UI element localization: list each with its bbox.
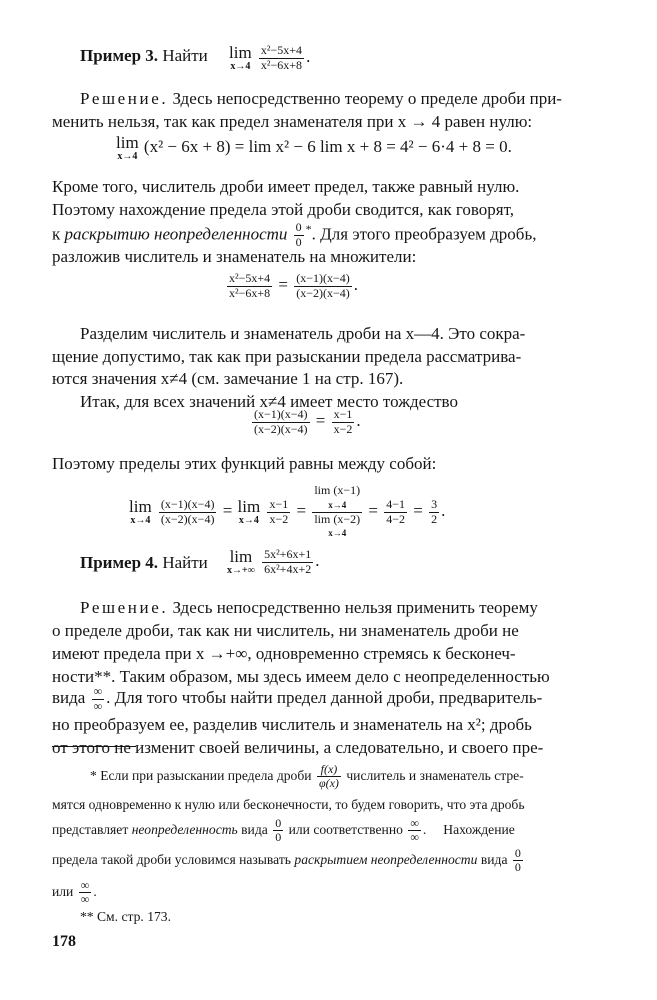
fraction-numerator: 4−1 <box>386 496 405 511</box>
zero-over-zero <box>273 817 283 846</box>
period: . <box>93 884 97 899</box>
fraction-numerator: 0 <box>275 815 282 830</box>
fraction-denominator: 2 <box>431 511 438 526</box>
fraction-denominator: ∞ <box>80 892 90 907</box>
italic-term: раскрытию неопределенности <box>64 224 288 244</box>
text: Нахождение <box>443 822 515 837</box>
italic-term: раскрытием неопределенности <box>294 852 478 867</box>
lim-word: lim <box>229 43 252 63</box>
text: или <box>52 884 74 899</box>
zero-over-zero <box>513 847 523 876</box>
paragraph-line: щение допустимо, так как при разыскании предела рассматрива- <box>52 347 522 366</box>
equation-1-body: (x² − 6x + 8) = lim x² − 6 lim x + 8 = 4² − 6·4 + 8 = 0. <box>143 137 512 157</box>
fraction-denominator: x²−6x+8 <box>260 57 303 72</box>
solution-4-line-1 <box>80 596 538 620</box>
lim-word: lim <box>129 496 152 516</box>
footnote-line-5 <box>52 874 97 910</box>
paragraph-line: Поэтому пределы этих функций равны между собой: <box>52 454 437 473</box>
equation-3: $\frac{(x-1)(x-4)}{(x-2)(x-4)}$ = $\frac{x-1}{x-2}$ . <box>254 407 361 436</box>
fraction-denominator: (x−2)(x−4) <box>160 511 215 526</box>
fraction-denominator: x²−6x+8 <box>229 285 271 300</box>
limit-ratio <box>312 484 362 540</box>
solution-lead: Решение. <box>80 598 169 617</box>
paragraph-line: Поэтому нахождение предела этой дроби сводится, как говорят, <box>52 200 515 219</box>
footnote-line-6: ** См. стр. 173. <box>80 909 171 924</box>
footnote-line-2: мятся одновременно к нулю или бесконечности, то будем говорить, что эта дробь <box>52 797 525 812</box>
text: * Если при разыскании предела дроби <box>90 768 312 783</box>
example-4-task: Найти <box>162 553 208 572</box>
inf-over-inf <box>79 879 92 908</box>
solution-text: Здесь непосредственно нельзя применить теорему <box>172 598 538 617</box>
footnote-mark: * <box>305 222 312 236</box>
example-4-expression <box>226 548 319 577</box>
fraction-numerator: x−1 <box>269 496 289 511</box>
example-3-expression <box>228 44 310 73</box>
fraction-numerator: ∞ <box>410 815 419 830</box>
footnote-line-4 <box>52 842 525 878</box>
fraction-numerator: 5x²+6x+1 <box>264 547 312 561</box>
paragraph-line: Кроме того, числитель дроби имеет предел, также равный нулю. <box>52 177 520 196</box>
fraction-denominator: 6x²+4x+2 <box>264 561 312 576</box>
lim-subscript: x→4 <box>230 60 251 72</box>
fraction-denominator: (x−2)(x−4) <box>296 285 350 300</box>
lim-subscript: x→4 <box>117 150 138 162</box>
fraction-denominator <box>312 513 362 541</box>
paragraph-line: от этого не изменит своей величины, а следовательно, и своего пре- <box>52 738 544 757</box>
paragraph-line: Разделим числитель и знаменатель дроби на x—4. Это сокра- <box>80 324 526 343</box>
fraction-numerator: 0 <box>514 845 521 860</box>
text: числитель и знаменатель стре- <box>346 768 524 783</box>
text: предела такой дроби условимся называть <box>52 852 291 867</box>
paragraph-line: но преобразуем ее, разделив числитель и знаменатель на x²; дробь <box>52 715 532 734</box>
fraction-numerator: 0 <box>295 220 302 235</box>
fraction-denominator: (x−2)(x−4) <box>254 421 308 436</box>
lim-subscript: x→4 <box>328 499 347 510</box>
fraction-numerator <box>312 484 362 513</box>
period: . <box>315 551 320 571</box>
word: вида <box>52 688 86 707</box>
fraction-numerator: ∞ <box>80 877 90 892</box>
lim-subscript: x→+∞ <box>227 564 255 576</box>
paragraph-line: имеют предела при x →+∞, одновременно стремясь к бесконеч- <box>52 644 516 663</box>
footnote-line-1 <box>90 757 524 795</box>
fraction-denominator: 0 <box>275 830 282 845</box>
paragraph-line: ности**. Таким образом, мы здесь имеем дело с неопределенностью <box>52 667 550 686</box>
solution-3-line-1 <box>80 87 562 111</box>
lim-subscript: x→4 <box>238 514 259 526</box>
paragraph-line-vida <box>52 683 542 713</box>
fraction-denominator: x−2 <box>269 511 289 526</box>
fraction-denominator: 0 <box>514 860 521 875</box>
text: или соответственно <box>288 822 403 837</box>
inf-over-inf <box>92 685 105 714</box>
text: . Для этого преобразуем дробь, <box>311 224 537 244</box>
fraction-denominator: φ(x) <box>318 776 339 791</box>
lim-subscript: x→4 <box>328 528 347 539</box>
paragraph-line: о пределе дроби, так как ни числитель, ни знаменатель дроби не <box>52 621 519 640</box>
fraction-numerator: x²−5x+4 <box>229 271 271 285</box>
page-number: 178 <box>52 933 76 950</box>
fraction-numerator: x²−5x+4 <box>260 43 303 57</box>
fraction-denominator: ∞ <box>93 698 103 713</box>
text: представляет <box>52 822 129 837</box>
fraction-numerator: 3 <box>431 496 438 511</box>
fraction-numerator: ∞ <box>93 683 103 698</box>
text: . Для того чтобы найти предел данной дроби, предваритель- <box>106 688 543 707</box>
italic-term: неопределенность <box>131 822 238 837</box>
text: вида <box>480 852 508 867</box>
lim-subscript: x→4 <box>130 514 151 526</box>
fraction-numerator: x−1 <box>333 407 353 421</box>
example-3-label: Пример 3. <box>80 46 159 65</box>
fraction-denominator: 4−2 <box>386 511 405 526</box>
word-k: к <box>52 224 61 244</box>
equation-2: $\frac{\text{x²−5x+4}}{\text{x²−6x+8}}$ = $\frac{(x-1)(x-4)}{(x-2)(x-4)}$ . <box>229 271 359 300</box>
equation-1 <box>115 134 512 162</box>
lim-expr: lim (x−1) <box>314 483 361 497</box>
example-4-label: Пример 4. <box>80 553 159 572</box>
period: . <box>306 47 311 67</box>
paragraph-line: разложив числитель и знаменатель на множители: <box>52 247 417 266</box>
inf-over-inf <box>408 817 421 846</box>
solution-3-line-2: менить нельзя, так как предел знаменателя при x → 4 равен нулю: <box>52 112 533 131</box>
example-4-heading <box>80 551 208 575</box>
solution-lead: Решение. <box>80 89 169 108</box>
lim-word: lim <box>229 547 253 567</box>
fraction-numerator: (x−1)(x−4) <box>296 271 350 285</box>
solution-text: Здесь непосредственно теорему о пределе дроби при- <box>172 89 562 108</box>
fraction-denominator: ∞ <box>410 830 419 845</box>
fraction-denominator: x−2 <box>333 421 353 436</box>
equation-4: lim x→4 $\frac{(x-1)(x-4)}{(x-2)(x-4)}$ = lim x→4 $\frac{x-1}{x-2}$ = lim (x−1) x→4 lim (x−2) x→4 = $\frac{4-1}{4-2}$ = $\frac{3}{2}$ . <box>129 483 446 539</box>
example-3-heading <box>80 44 208 68</box>
lim-word: lim <box>116 133 139 152</box>
footnote-divider <box>52 746 136 747</box>
fraction-numerator: (x−1)(x−4) <box>254 407 308 421</box>
fraction-numerator: (x−1)(x−4) <box>160 496 215 511</box>
period: . <box>422 822 427 837</box>
example-3-task: Найти <box>162 46 208 65</box>
paragraph-line: ются значения x≠4 (см. замечание 1 на стр. 167). <box>52 369 404 388</box>
lim-expr: lim (x−2) <box>314 511 361 526</box>
fraction-numerator: f(x) <box>317 763 341 778</box>
f-over-phi <box>317 763 341 792</box>
paragraph-line: Итак, для всех значений x≠4 имеет место тождество <box>80 392 458 411</box>
text: вида <box>241 822 268 837</box>
fraction-denominator: 0 <box>295 235 302 250</box>
lim-word: lim <box>237 496 261 516</box>
